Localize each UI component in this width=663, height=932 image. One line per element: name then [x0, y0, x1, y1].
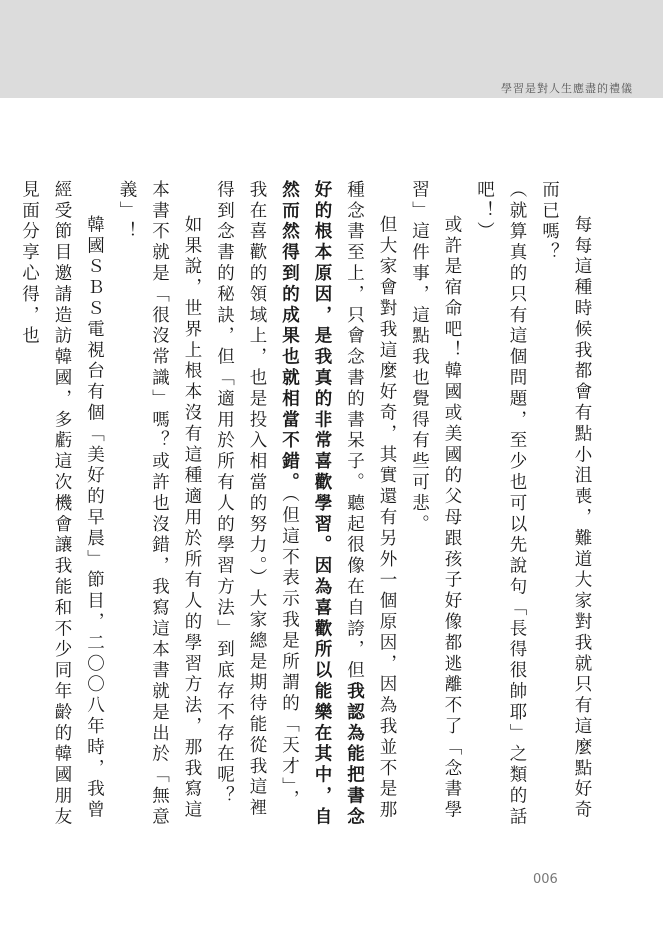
emphasis-text: 我認為能把書念好的根本原因，是我真的非常喜歡學習。因為喜歡所以能樂在其中，自然而然得到的成果也就相當不錯。	[279, 180, 365, 828]
paragraph: 韓國ＳＢＳ電視台有個「美好的早晨」節目，二〇〇八年時，我曾經受節目邀請造訪韓國，多虧這次機會讓我能和不少同年齡的韓國朋友見面分享心得，也	[19, 180, 105, 828]
paragraph-text: 但大家會對我這麼好奇，其實還有另外一個原因，因為我並不是那種念書至上，只會念書的書呆子。聽起很像在自誇，但	[344, 180, 397, 822]
body-text	[19, 180, 598, 830]
page-number: 006	[533, 872, 558, 887]
paragraph: 或許是宿命吧！韓國或美國的父母跟孩子好像都逃離不了「念書學習」這件事，這點我也覺得有些可悲。	[409, 180, 462, 822]
paragraph: 如果說，世界上根本沒有這種適用於所有人的學習方法，那我寫這本書不就是「很沒常識」嗎？或許也沒錯，我寫這本書就是出於「無意義」！	[117, 180, 202, 828]
paragraph	[208, 180, 403, 830]
running-title: 學習是對人生應盡的禮儀	[501, 82, 633, 95]
paragraph: 每每這種時候我都會有點小沮喪，難道大家對我就只有這麼點好奇而已嗎？	[539, 180, 592, 822]
header-band	[0, 0, 663, 98]
paragraph-text: （但這不表示我是所謂的「天才」，我在喜歡的領域上，也是投入相當的努力。）大家總是期待能從我這裡得到念書的秘訣，但「適用於所有人的學習方法」到底存不存在呢？	[214, 180, 300, 820]
paragraph: （就算真的只有這個問題，至少也可以先說句「長得很帥耶」之類的話吧！）	[474, 180, 527, 828]
